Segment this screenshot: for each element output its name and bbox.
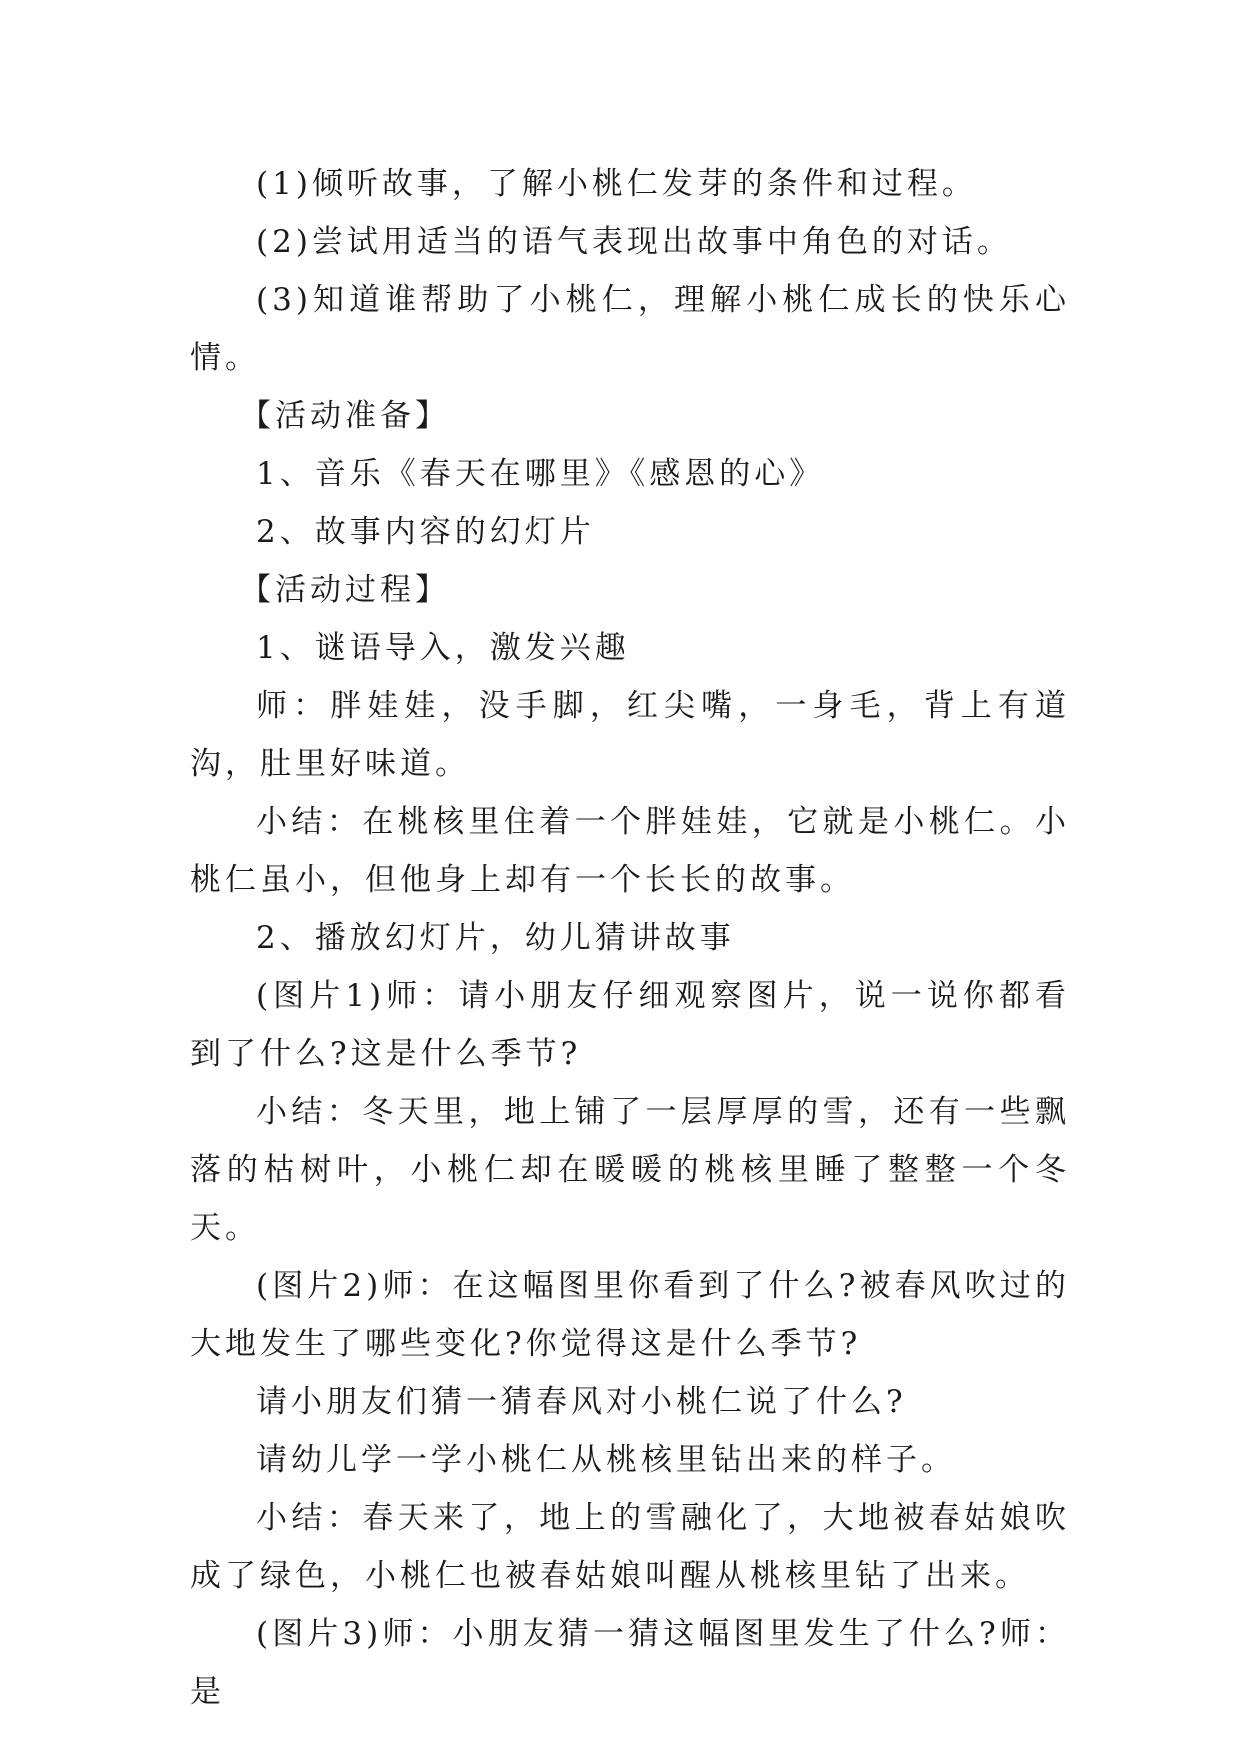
paragraph-question-spring-wind: 请小朋友们猜一猜春风对小桃仁说了什么? xyxy=(256,1384,907,1420)
paragraph-step-1: 1、谜语导入，激发兴趣 xyxy=(256,630,630,666)
section-heading-process: 【活动过程】 xyxy=(240,572,450,608)
paragraph-objective-1: (1)倾听故事，了解小桃仁发芽的条件和过程。 xyxy=(256,166,977,202)
paragraph-summary-3: 小结：春天来了，地上的雪融化了，大地被春姑娘吹成了绿色，小桃仁也被春姑娘叫醒从桃核里钻了出来。 xyxy=(190,1500,1070,1594)
paragraph-step-2: 2、播放幻灯片，幼儿猜讲故事 xyxy=(256,920,735,956)
paragraph-summary-2: 小结：冬天里，地上铺了一层厚厚的雪，还有一些飘落的枯树叶，小桃仁却在暖暖的桃核里睡了整整一个冬天。 xyxy=(190,1094,1070,1246)
document-body xyxy=(190,155,1070,1721)
paragraph-preparation-1: 1、音乐《春天在哪里》《感恩的心》 xyxy=(256,456,825,492)
paragraph-picture-3: (图片3)师：小朋友猜一猜这幅图里发生了什么?师：是 xyxy=(190,1616,1070,1710)
paragraph-picture-1: (图片1)师：请小朋友仔细观察图片，说一说你都看到了什么?这是什么季节? xyxy=(190,978,1070,1072)
paragraph-imitate: 请幼儿学一学小桃仁从桃核里钻出来的样子。 xyxy=(256,1442,956,1478)
paragraph-objective-2: (2)尝试用适当的语气表现出故事中角色的对话。 xyxy=(256,224,1012,260)
paragraph-picture-2: (图片2)师：在这幅图里你看到了什么?被春风吹过的大地发生了哪些变化?你觉得这是什么季节? xyxy=(190,1268,1070,1362)
paragraph-riddle: 师：胖娃娃，没手脚，红尖嘴，一身毛，背上有道沟，肚里好味道。 xyxy=(190,688,1070,782)
paragraph-objective-3: (3)知道谁帮助了小桃仁，理解小桃仁成长的快乐心情。 xyxy=(190,282,1070,376)
section-heading-preparation: 【活动准备】 xyxy=(240,398,450,434)
paragraph-preparation-2: 2、故事内容的幻灯片 xyxy=(256,514,595,550)
paragraph-summary-1: 小结：在桃核里住着一个胖娃娃，它就是小桃仁。小桃仁虽小，但他身上却有一个长长的故事。 xyxy=(190,804,1070,898)
